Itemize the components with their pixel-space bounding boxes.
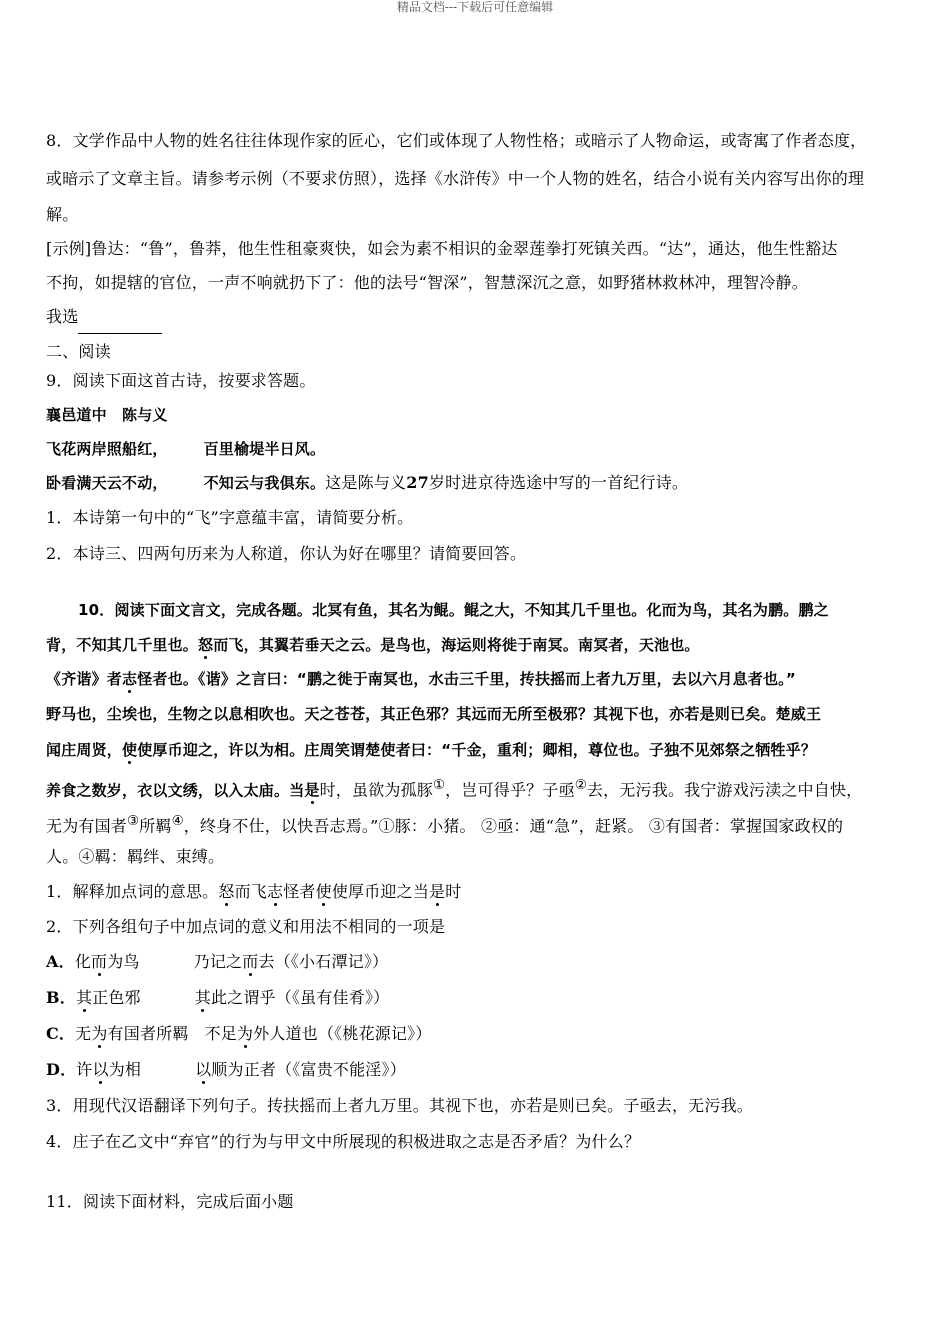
option-text: 去（《小石潭记》） [258, 952, 389, 971]
footnote-mark: ① [433, 778, 446, 793]
q10-line-1: 10．阅读下面文言文，完成各题。北冥有鱼，其名为鲲。鲲之大，不知其几千里也。化而为鸟，其名为鹏。鹏之 [78, 601, 829, 619]
q10-line-7 [46, 804, 904, 840]
option-text: 为鸟 [107, 952, 140, 971]
dotted-word: 怒 [198, 636, 214, 654]
option-text: 此之谓乎（《虽有佳肴》） [210, 988, 390, 1007]
q10-sub-text: 而飞 [234, 882, 267, 901]
q9-sub-2: 2．本诗三、四两句历来为人称道，你认为好在哪里？请简要回答。 [46, 544, 527, 563]
poem-title: 襄邑道中 陈与义 [46, 406, 168, 424]
option-d [46, 1052, 904, 1088]
q10-sub-text: 怪者 [283, 882, 316, 901]
option-label: B． [46, 988, 76, 1007]
option-a [46, 944, 904, 980]
dotted-word: 为 [236, 1024, 254, 1043]
option-label: A． [46, 952, 75, 971]
option-text: 不足 [204, 1024, 237, 1043]
q8-line-1: 8．文学作品中人物的姓名往往体现作家的匠心，它们或体现了人物性格；或暗示了人物命运，或寄寓了作者态度， [46, 131, 867, 150]
dotted-word: 志 [122, 670, 138, 688]
q8-example-line-1: [示例]鲁达：“鲁”，鲁莽，他生性租豪爽快，如会为素不相识的金翠莲拳打死镇关西。“达”，通达，他生性豁达 [46, 239, 838, 258]
q10-text: 怪者也。《谐》之言曰：“鹏之徙于南冥也，水击三千里，抟扶摇而上者九万里，去以六月息者也。” [137, 670, 796, 688]
poem-line-2a: 卧看满天云不动， [46, 474, 168, 492]
q10-text: 闻庄周贤， [46, 741, 123, 759]
q10-sub-2: 2．下列各组句子中加点词的意义和用法不相同的一项是 [46, 917, 446, 936]
option-text: 化 [74, 952, 92, 971]
q10-sub-1 [46, 874, 904, 910]
q10-text: 《齐谐》者 [46, 670, 123, 688]
dotted-word: 其 [75, 988, 93, 1007]
q8-line-3: 解。 [46, 205, 79, 224]
dotted-word: 使 [122, 741, 138, 759]
q9-sub-1: 1．本诗第一句中的“飞”字意蕴丰富，请简要分析。 [46, 508, 414, 527]
poem-line-2 [46, 466, 904, 500]
poem-note-pre: 这是陈与义 [325, 473, 407, 492]
q8-choose-label: 我选 [46, 307, 79, 326]
option-text: 正色邪 [92, 988, 141, 1007]
option-text: 许 [76, 1060, 93, 1079]
dotted-word: 以 [195, 1060, 212, 1079]
footnote-mark: ③ [127, 814, 140, 829]
section-title: 二、阅读 [46, 342, 111, 361]
option-text: 乃记之 [193, 952, 243, 971]
q10-text: 去，无污我。我宁游戏污渎之中自快， [586, 780, 863, 800]
q8-choose-line [46, 300, 904, 334]
q10-text: 时，虽欲为孤豚 [319, 780, 434, 800]
q10-line-8: 人。④羁：羁绊、束缚。 [46, 847, 225, 866]
dotted-word: 而 [242, 952, 259, 971]
q10-text: 而飞，其翼若垂天之云。是鸟也，海运则将徙于南冥。南冥者，天池也。 [213, 636, 700, 654]
dotted-word: 为 [91, 1024, 108, 1043]
dotted-word: 是 [429, 882, 446, 901]
poem-note-age: 27 [406, 473, 429, 492]
q8-line-2: 或暗示了文章主旨。请参考示例（不要求仿照），选择《水浒传》中一个人物的姓名，结合小说有关内容写出你的理 [46, 169, 865, 188]
q11-prompt: 11．阅读下面材料，完成后面小题 [46, 1192, 294, 1211]
option-text: 顺为正者（《富贵不能淫》） [211, 1060, 406, 1079]
q10-sub-4: 4．庄子在乙文中“弃官”的行为与甲文中所展现的积极进取之志是否矛盾？为什么？ [46, 1132, 641, 1151]
dotted-word: 志 [267, 882, 284, 901]
poem-note-post: 岁时进京待选途中写的一首纪行诗。 [428, 473, 689, 492]
footnote-mark: ④ [171, 814, 184, 829]
q10-text: 使厚币迎之，许以为相。庄周笑谓楚使者曰：“千金，重利；卿相，尊位也。子独不见郊祭之牺牲乎？ [137, 741, 817, 759]
q10-text: 所羁 [139, 816, 172, 836]
page-header: 精品文档---下载后可任意编辑 [396, 0, 554, 14]
q10-line-6 [46, 768, 904, 804]
poem-line-1 [46, 432, 904, 466]
dotted-word: 其 [194, 988, 211, 1007]
option-text: 为相 [108, 1060, 142, 1079]
option-label: C． [46, 1024, 76, 1043]
q10-line-3 [46, 662, 904, 696]
q10-line-2 [46, 628, 904, 662]
q9-prompt: 9．阅读下面这首古诗，按要求答题。 [46, 371, 316, 390]
q8-example-line-2: 不拘，如提辖的官位，一声不响就扔下了：他的法号“智深”，智慧深沉之意，如野猪林救林冲，理智冷静。 [46, 273, 808, 292]
dotted-word: 而 [91, 952, 108, 971]
dotted-word: 怒 [218, 882, 235, 901]
dotted-word: 是 [304, 781, 320, 800]
option-text: 外人道也（《桃花源记》） [253, 1024, 432, 1043]
option-text: 有国者所羁 [107, 1024, 189, 1043]
document-body [46, 122, 904, 1220]
q10-sub-text: 时 [445, 882, 462, 901]
q10-sub-text: 1．解释加点词的意思。 [46, 882, 219, 901]
poem-line-1a: 飞花两岸照船红， [46, 440, 168, 458]
q10-text: 无为有国者 [46, 816, 128, 836]
poem-line-2b: 不知云与我俱东。 [203, 474, 326, 492]
option-text: 无 [75, 1024, 92, 1043]
q10-text: 背，不知其几千里也。 [46, 636, 199, 654]
q10-sub-text: 使厚币迎之当 [331, 882, 430, 901]
poem-line-1b: 百里榆堤半日风。 [203, 440, 326, 458]
q10-text: ，岂可得乎？子亟 [445, 780, 575, 800]
q10-text: 养食之数岁，衣以文绣，以入太庙。当 [46, 781, 305, 800]
q10-line-5 [46, 732, 904, 768]
option-label: D． [46, 1060, 77, 1079]
dotted-word: 以 [92, 1060, 109, 1079]
option-c [46, 1016, 904, 1052]
dotted-word: 使 [315, 882, 332, 901]
answer-blank [78, 317, 162, 334]
q10-text: ，终身不仕，以快吾志焉。”①豚：小猪。 ②亟：通“急”，赶紧。 ③有国者：掌握国家政权的 [183, 816, 844, 836]
q10-line-4: 野马也，尘埃也，生物之以息相吹也。天之苍苍，其正色邪？其远而无所至极邪？其视下也，亦若是则已矣。楚威王 [46, 705, 822, 723]
q10-sub-3: 3．用现代汉语翻译下列句子。抟扶摇而上者九万里。其视下也，亦若是则已矣。子亟去，无污我。 [46, 1096, 753, 1115]
footnote-mark: ② [574, 778, 587, 793]
option-b [46, 980, 904, 1016]
